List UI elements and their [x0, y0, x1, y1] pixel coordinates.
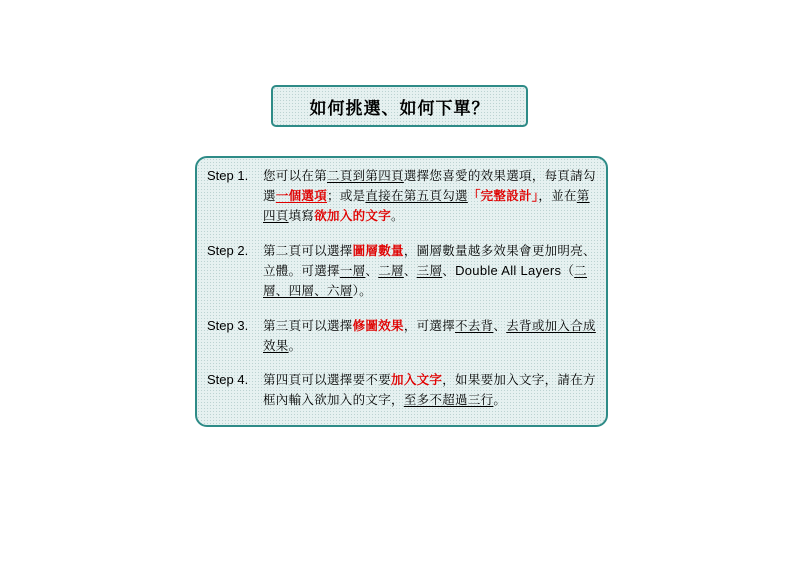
step-label: Step 2.	[207, 243, 249, 258]
step-label: Step 3.	[207, 318, 249, 333]
underlined-text: 第四頁	[263, 188, 590, 223]
text-run: 填寫	[288, 208, 315, 223]
highlighted-text: 圖層數量	[352, 243, 404, 258]
step-text	[263, 241, 601, 301]
text-run: 。	[288, 338, 302, 353]
text-run: 。	[493, 392, 507, 407]
text-run: 、	[493, 318, 507, 333]
step-text	[263, 370, 601, 410]
text-run: ；或是	[327, 188, 366, 203]
text-run: 、	[403, 263, 417, 278]
text-run: 第四頁可以選擇要不要	[263, 372, 392, 387]
text-run: ，可選擇	[403, 318, 456, 333]
underlined-text: 二層、四層、六層	[263, 263, 587, 298]
underlined-text: 一層	[339, 263, 366, 278]
step-4	[207, 370, 602, 410]
underlined-text: 不去背	[455, 318, 494, 333]
text-run: 第三頁可以選擇	[263, 318, 353, 333]
step-2	[207, 241, 602, 301]
highlighted-text: 加入文字	[391, 372, 443, 387]
underlined-text: 直接在第五頁勾選	[365, 188, 468, 203]
text-run: ）。	[352, 283, 372, 298]
step-label: Step 1.	[207, 168, 249, 183]
underlined-text: 二頁到第四頁	[327, 168, 404, 183]
step-label: Step 4.	[207, 372, 249, 387]
text-run: 您可以在第	[263, 168, 328, 183]
text-run: ，並在	[538, 188, 577, 203]
step-1	[207, 166, 602, 226]
step-text	[263, 316, 601, 356]
step-3	[207, 316, 602, 356]
text-run: （	[561, 263, 575, 278]
highlighted-text: 欲加入的文字	[314, 208, 392, 223]
instructions-panel	[195, 156, 608, 427]
text-run: ，圖層數量越多效果會更加明亮、立體。可選擇	[263, 243, 596, 278]
underlined-text: 至多不超過三行	[403, 392, 494, 407]
text-run: 。	[391, 208, 404, 223]
page-title-text: 如何挑選、如何下單？	[309, 98, 490, 119]
underlined-text: 二層	[378, 263, 404, 278]
underlined-text: 去背或加入合成效果	[263, 318, 596, 353]
text-run: 、	[442, 263, 456, 278]
step-text	[263, 166, 601, 226]
text-run: Double All Layers	[455, 263, 562, 278]
text-run: 第二頁可以選擇	[263, 243, 353, 258]
text-run: 、	[365, 263, 379, 278]
underlined-text: 三層	[416, 263, 443, 278]
text-run: ，如果要加入文字，請在方框內輸入欲加入的文字，	[263, 372, 596, 407]
highlighted-text: 修圖效果	[352, 318, 404, 333]
highlighted-text: 「完整設計」	[467, 188, 539, 203]
highlighted-text: 一個選項	[275, 188, 328, 203]
text-run: 選擇您喜愛的效果選項，每頁請勾選	[263, 168, 596, 203]
page-title	[271, 85, 528, 127]
